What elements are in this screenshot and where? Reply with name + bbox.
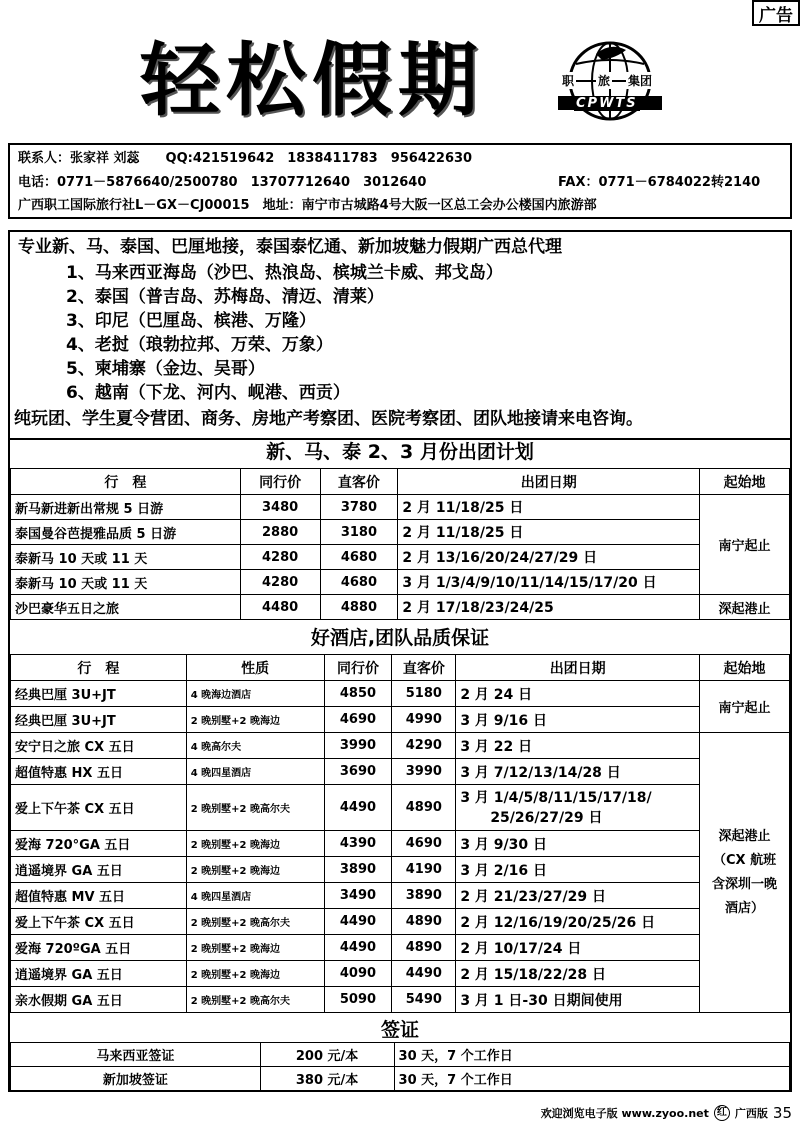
main-panel [8,230,792,1092]
footer-edition: 广西版 [734,1107,768,1120]
origin-cell: 南宁起止 [700,495,790,595]
intro-item: 6、越南（下龙、河内、岘港、西贡） [66,383,350,403]
route-cell: 沙巴豪华五日之旅 [11,595,241,620]
col-header: 出团日期 [456,655,700,681]
direct-price: 5490 [392,987,456,1013]
peer-price: 4480 [240,595,320,620]
dates-cell: 2 月 24 日 [456,681,700,707]
route-cell: 泰国曼谷芭提雅品质 5 日游 [11,520,241,545]
direct-price: 4990 [392,707,456,733]
direct-price: 4680 [320,545,398,570]
peer-price: 5090 [324,987,392,1013]
col-header: 直客价 [320,469,398,495]
table-row [11,520,790,545]
table-row [11,909,790,935]
nature-cell: 4 晚海边酒店 [186,681,324,707]
hotel-table [10,654,790,1013]
direct-price: 3990 [392,759,456,785]
origin-cell [700,733,790,1013]
col-header: 出团日期 [398,469,700,495]
table-row [11,961,790,987]
origin-line: （CX 航班 [712,852,777,868]
direct-price: 4190 [392,857,456,883]
edition-badge-icon: 红 [714,1105,730,1121]
table-row [11,857,790,883]
visa-time: 30 天，7 个工作日 [394,1067,789,1091]
nature-cell: 4 晚四星酒店 [186,883,324,909]
dates-cell: 2 月 13/16/20/24/27/29 日 [398,545,700,570]
peer-price: 3890 [324,857,392,883]
nature-cell: 2 晚别墅+2 晚高尔夫 [186,785,324,831]
contact-box [8,143,792,219]
dates-cell: 2 月 11/18/25 日 [398,495,700,520]
col-header: 直客价 [392,655,456,681]
peer-price: 3990 [324,733,392,759]
dates-cell: 2 月 17/18/23/24/25 [398,595,700,620]
ad-badge: 广告 [752,0,800,26]
peer-price: 4280 [240,570,320,595]
logo-text-right: 集团 [628,74,653,88]
peer-price: 4090 [324,961,392,987]
route-cell: 超值特惠 MV 五日 [11,883,187,909]
visa-price: 380 元/本 [260,1067,394,1091]
section-title-hotel: 好酒店,团队品质保证 [310,627,490,649]
peer-price: 3490 [324,883,392,909]
table-row [11,831,790,857]
intro-section [10,232,790,440]
route-cell: 爱上下午茶 CX 五日 [11,785,187,831]
intro-item: 1、马来西亚海岛（沙巴、热浪岛、槟城兰卡威、邦戈岛） [66,263,503,283]
nature-cell: 2 晚别墅+2 晚海边 [186,857,324,883]
intro-item: 3、印尼（巴厘岛、槟港、万隆） [66,311,316,331]
col-header: 同行价 [240,469,320,495]
intro-headline: 专业新、马、泰国、巴厘地接，泰国泰忆通、新加坡魅力假期广西总代理 [18,237,562,257]
nature-cell: 2 晚别墅+2 晚海边 [186,831,324,857]
peer-price: 4690 [324,707,392,733]
dates-cell: 3 月 7/12/13/14/28 日 [456,759,700,785]
nature-cell: 2 晚别墅+2 晚海边 [186,961,324,987]
dates-line: 3 月 1/4/5/8/11/15/17/18/ [460,789,652,806]
table-row [11,883,790,909]
table-row [11,935,790,961]
peer-price: 4850 [324,681,392,707]
dates-cell: 2 月 15/18/22/28 日 [456,961,700,987]
dates-cell: 3 月 22 日 [456,733,700,759]
peer-price: 2880 [240,520,320,545]
logo-text-left: 职 [562,74,575,88]
col-header: 行 程 [11,469,241,495]
peer-price: 3480 [240,495,320,520]
table-row [11,681,790,707]
visa-table [10,1042,790,1091]
route-cell: 爱上下午茶 CX 五日 [11,909,187,935]
schedule-table [10,468,790,620]
dates-cell: 3 月 9/30 日 [456,831,700,857]
logo-text-mid: 旅 [598,74,611,88]
route-cell: 逍遥境界 GA 五日 [11,961,187,987]
intro-item: 2、泰国（普吉岛、苏梅岛、清迈、清莱） [66,287,384,307]
visa-name: 新加坡签证 [11,1067,261,1091]
contact-row-1: 联系人：张家祥 刘蕊 QQ:421519642 1838411783 956422630 [18,151,473,166]
table-row [11,545,790,570]
nature-cell: 4 晚高尔夫 [186,733,324,759]
origin-line: 深起港止 [718,828,771,844]
direct-price: 4890 [392,909,456,935]
table-row [11,1043,790,1067]
direct-price: 3180 [320,520,398,545]
dates-cell: 2 月 21/23/27/29 日 [456,883,700,909]
dates-cell: 2 月 10/17/24 日 [456,935,700,961]
direct-price: 4680 [320,570,398,595]
visa-time: 30 天，7 个工作日 [394,1043,789,1067]
intro-item: 5、柬埔寨（金边、吴哥） [66,359,265,379]
company-logo [556,36,664,126]
direct-price: 5180 [392,681,456,707]
direct-price: 4290 [392,733,456,759]
dates-cell: 2 月 11/18/25 日 [398,520,700,545]
footer-site: 欢迎浏览电子版 www.zyoo.net [540,1107,709,1120]
table-row [11,785,790,831]
peer-price: 4490 [324,785,392,831]
contact-row-3: 广西职工国际旅行社L－GX－CJ00015 地址：南宁市古城路4号大阪一区总工会办公楼国内旅游部 [18,198,597,213]
route-cell: 超值特惠 HX 五日 [11,759,187,785]
table-row [11,759,790,785]
table-row [11,570,790,595]
nature-cell: 2 晚别墅+2 晚海边 [186,935,324,961]
page-footer [540,1103,792,1123]
route-cell: 新马新进新出常规 5 日游 [11,495,241,520]
table-row [11,707,790,733]
peer-price: 4390 [324,831,392,857]
peer-price: 4280 [240,545,320,570]
peer-price: 4490 [324,909,392,935]
route-cell: 爱海 720°GA 五日 [11,831,187,857]
contact-fax: FAX：0771－6784022转2140 [558,175,761,190]
route-cell: 泰新马 10 天或 11 天 [11,545,241,570]
section-title-visa: 签证 [380,1019,419,1041]
direct-price: 3780 [320,495,398,520]
nature-cell: 2 晚别墅+2 晚高尔夫 [186,987,324,1013]
route-cell: 经典巴厘 3U+JT [11,681,187,707]
direct-price: 4490 [392,961,456,987]
dates-line: 25/26/27/29 日 [490,809,603,826]
direct-price: 4890 [392,935,456,961]
direct-price: 4890 [392,785,456,831]
route-cell: 爱海 720ºGA 五日 [11,935,187,961]
table-row [11,495,790,520]
route-cell: 经典巴厘 3U+JT [11,707,187,733]
col-header: 行 程 [11,655,187,681]
visa-name: 马来西亚签证 [11,1043,261,1067]
col-header: 起始地 [700,655,790,681]
table-row [11,733,790,759]
direct-price: 4880 [320,595,398,620]
contact-row-2: 电话：0771－5876640/2500780 13707712640 3012640 [18,175,427,190]
dates-cell: 3 月 9/16 日 [456,707,700,733]
route-cell: 安宁日之旅 CX 五日 [11,733,187,759]
dates-cell: 2 月 12/16/19/20/25/26 日 [456,909,700,935]
dates-cell: 3 月 1 日-30 日期间使用 [456,987,700,1013]
nature-cell: 4 晚四星酒店 [186,759,324,785]
direct-price: 4690 [392,831,456,857]
route-cell: 泰新马 10 天或 11 天 [11,570,241,595]
peer-price: 4490 [324,935,392,961]
nature-cell: 2 晚别墅+2 晚海边 [186,707,324,733]
logo-code: CPWTS [576,96,638,111]
dates-cell: 3 月 2/16 日 [456,857,700,883]
direct-price: 3890 [392,883,456,909]
dates-cell [456,785,700,831]
col-header: 同行价 [324,655,392,681]
page-title: 轻松假期 [140,33,484,127]
origin-cell: 南宁起止 [700,681,790,733]
col-header: 起始地 [700,469,790,495]
intro-item: 4、老挝（琅勃拉邦、万荣、万象） [66,335,333,355]
visa-price: 200 元/本 [260,1043,394,1067]
intro-footer: 纯玩团、学生夏令营团、商务、房地产考察团、医院考察团、团队地接请来电咨询。 [14,409,643,429]
col-header: 性质 [186,655,324,681]
page-number: 35 [772,1104,792,1122]
route-cell: 亲水假期 GA 五日 [11,987,187,1013]
origin-line: 酒店） [725,900,765,916]
table-row [11,595,790,620]
table-row [11,1067,790,1091]
section-title-schedule: 新、马、泰 2、3 月份出团计划 [266,441,534,463]
origin-cell: 深起港止 [700,595,790,620]
route-cell: 逍遥境界 GA 五日 [11,857,187,883]
nature-cell: 2 晚别墅+2 晚高尔夫 [186,909,324,935]
dates-cell: 3 月 1/3/4/9/10/11/14/15/17/20 日 [398,570,700,595]
origin-line: 含深圳一晚 [712,876,778,892]
table-row [11,987,790,1013]
peer-price: 3690 [324,759,392,785]
